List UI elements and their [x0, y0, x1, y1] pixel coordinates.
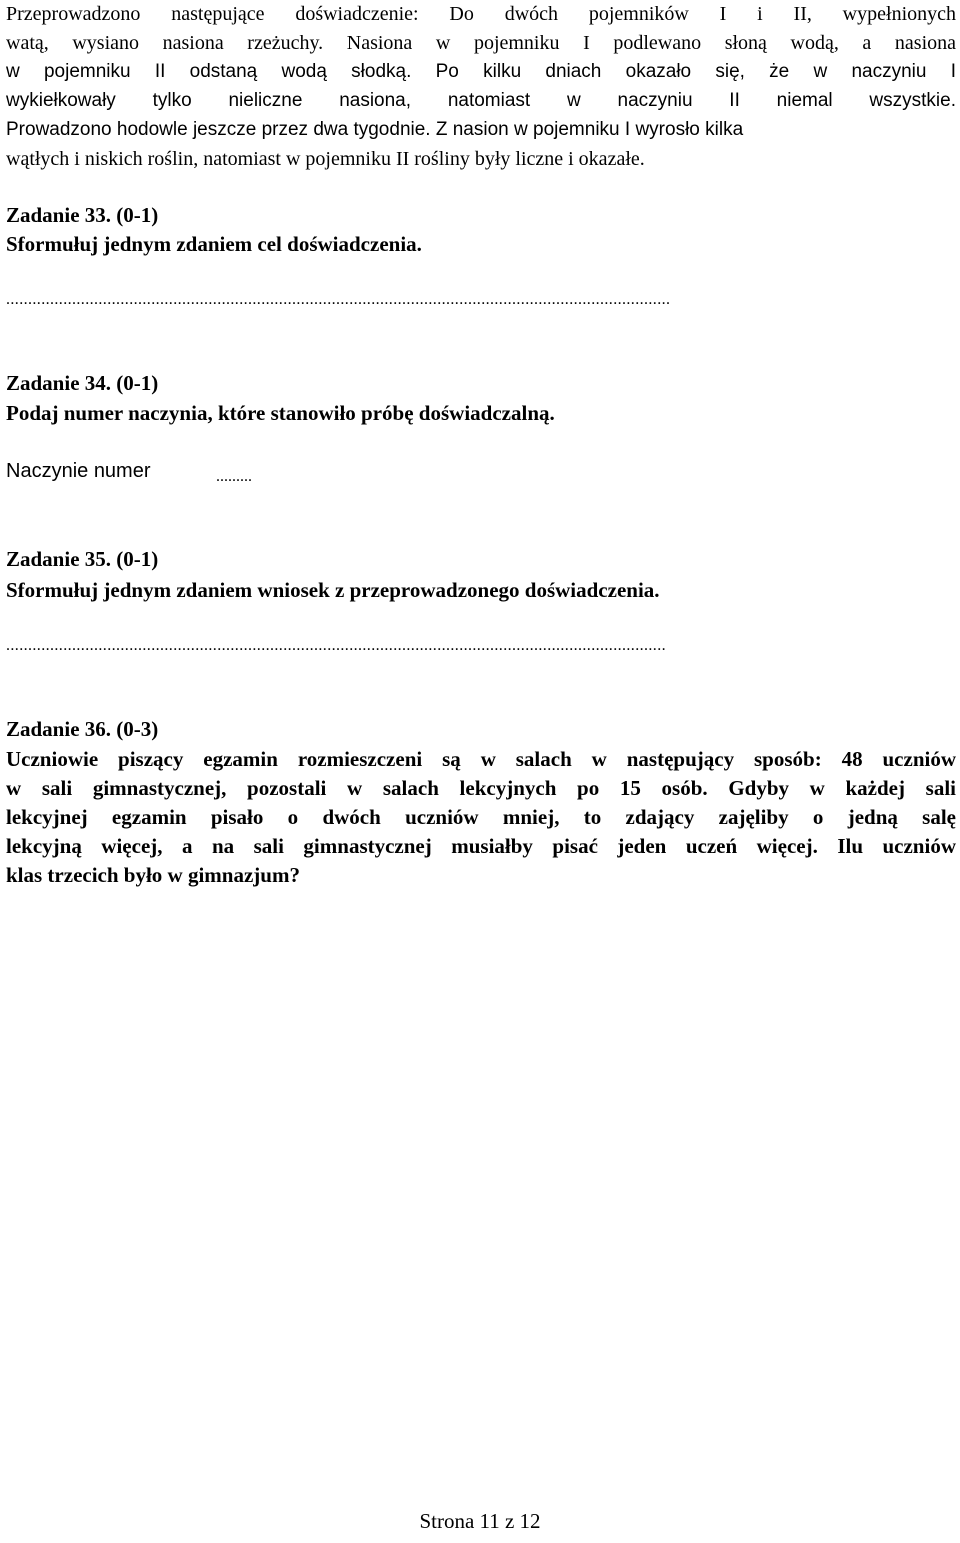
task-35-answer-line[interactable]: ......................................................................................................................................................	[6, 637, 666, 654]
task-33-question: Sformułuj jednym zdaniem cel doświadczenia.	[6, 232, 422, 256]
intro-line-6: wątłych i niskich roślin, natomiast w pojemniku II rośliny były liczne i okazałe.	[6, 148, 645, 170]
task-33-points: (0-1)	[116, 203, 159, 227]
task-34-question: Podaj numer naczynia, które stanowiło próbę doświadczalną.	[6, 401, 555, 425]
task-36-line-2: w sali gimnastycznej, pozostali w salach lekcyjnych po 15 osób. Gdyby w każdej sali	[6, 776, 956, 800]
task-33-answer-line[interactable]: .......................................................................................................................................................	[6, 291, 671, 308]
task-36-line-3: lekcyjnej egzamin pisało o dwóch uczniów mniej, to zdający zajęliby o jedną salę	[6, 805, 956, 829]
task-35-points: (0-1)	[116, 547, 159, 571]
task-36-line-5: klas trzecich było w gimnazjum?	[6, 863, 300, 887]
task-34-heading	[6, 370, 158, 396]
intro-line-3: w pojemniku II odstaną wodą słodką. Po kilku dniach okazało się, że w naczyniu I	[6, 61, 956, 82]
task-35-title: Zadanie 35.	[6, 547, 112, 571]
task-36-title: Zadanie 36.	[6, 717, 112, 741]
task-33-title: Zadanie 33.	[6, 203, 112, 227]
intro-line-5-part	[6, 117, 743, 143]
intro-line-4: wykiełkowały tylko nieliczne nasiona, natomiast w naczyniu II niemal wszystkie.	[6, 90, 956, 111]
task-34-title: Zadanie 34.	[6, 371, 112, 395]
task-34-points: (0-1)	[116, 371, 159, 395]
intro-line-1: Przeprowadzono następujące doświadczenie: Do dwóch pojemników I i II, wypełnionych	[6, 3, 956, 25]
vessel-number-answer[interactable]: .........	[216, 468, 252, 485]
intro-line-5: Prowadzono hodowle jeszcze przez dwa tygodnie. Z nasion w pojemniku I wyrosło kilka	[6, 119, 744, 140]
task-36-points: (0-3)	[116, 717, 159, 741]
task-36-line-1: Uczniowie piszący egzamin rozmieszczeni są w salach w następujący sposób: 48 uczniów	[6, 747, 956, 771]
vessel-number-label: Naczynie numer	[6, 460, 151, 482]
intro-line-2: watą, wysiano nasiona rzeżuchy. Nasiona w pojemniku I podlewano słoną wodą, a nasiona	[6, 32, 956, 54]
page-number-footer: Strona 11 z 12	[419, 1509, 541, 1533]
task-36-heading	[6, 716, 158, 742]
task-35-question: Sformułuj jednym zdaniem wniosek z przeprowadzonego doświadczenia.	[6, 578, 660, 602]
task-35-heading	[6, 546, 158, 572]
task-36-line-4: lekcyjną więcej, a na sali gimnastycznej musiałby pisać jeden uczeń więcej. Ilu uczniów	[6, 834, 956, 858]
task-33-heading	[6, 202, 158, 228]
